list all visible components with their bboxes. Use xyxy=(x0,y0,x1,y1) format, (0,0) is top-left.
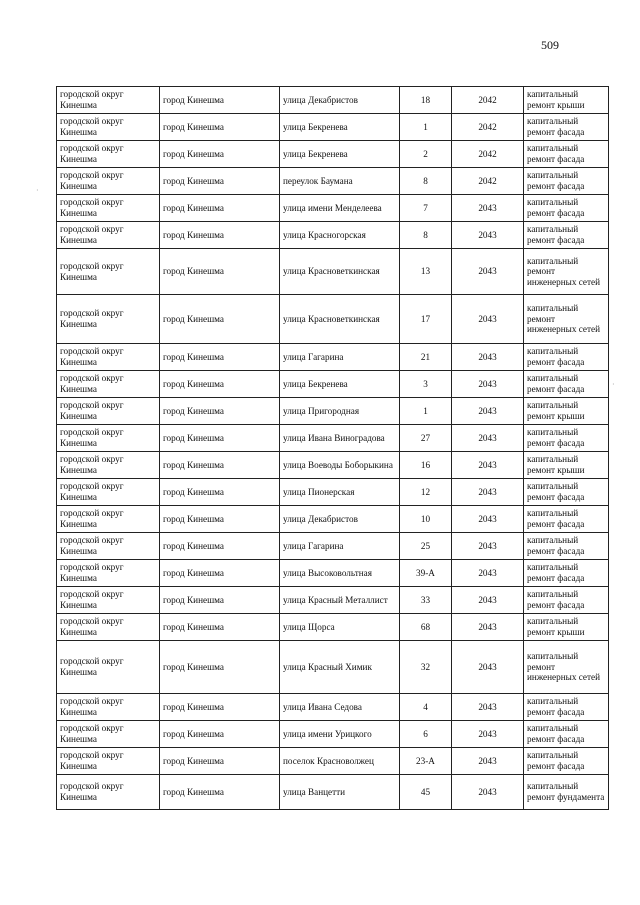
page-number: 509 xyxy=(541,38,559,52)
municipality-cell: городской округ Кинешма xyxy=(57,614,160,641)
work-type-cell: капитальный ремонт фасада xyxy=(524,694,609,721)
municipality-cell: городской округ Кинешма xyxy=(57,398,160,425)
work-type-cell: капитальный ремонт фасада xyxy=(524,114,609,141)
year-cell: 2043 xyxy=(452,452,524,479)
settlement-cell: город Кинешма xyxy=(160,195,280,222)
work-type-cell: капитальный ремонт крыши xyxy=(524,398,609,425)
year-cell: 2043 xyxy=(452,694,524,721)
house-number-cell: 25 xyxy=(400,533,452,560)
year-cell: 2043 xyxy=(452,425,524,452)
settlement-cell: город Кинешма xyxy=(160,398,280,425)
table-row xyxy=(57,141,609,168)
work-type-cell: капитальный ремонт фасада xyxy=(524,533,609,560)
settlement-cell: город Кинешма xyxy=(160,249,280,295)
settlement-cell: город Кинешма xyxy=(160,371,280,398)
settlement-cell: город Кинешма xyxy=(160,533,280,560)
settlement-cell: город Кинешма xyxy=(160,506,280,533)
work-type-cell: капитальный ремонт фасада xyxy=(524,721,609,748)
settlement-cell: город Кинешма xyxy=(160,641,280,694)
work-type-cell: капитальный ремонт фасада xyxy=(524,141,609,168)
table-row xyxy=(57,506,609,533)
street-cell: улица Ивана Виноградова xyxy=(280,425,400,452)
settlement-cell: город Кинешма xyxy=(160,114,280,141)
house-number-cell: 33 xyxy=(400,587,452,614)
year-cell: 2043 xyxy=(452,371,524,398)
table-row xyxy=(57,371,609,398)
street-cell: улица Красноветкинская xyxy=(280,295,400,344)
house-number-cell: 32 xyxy=(400,641,452,694)
settlement-cell: город Кинешма xyxy=(160,344,280,371)
house-number-cell: 4 xyxy=(400,694,452,721)
work-type-cell: капитальный ремонт фасада xyxy=(524,587,609,614)
table-row xyxy=(57,587,609,614)
work-type-cell: капитальный ремонт крыши xyxy=(524,87,609,114)
table-row xyxy=(57,425,609,452)
work-type-cell: капитальный ремонт фасада xyxy=(524,195,609,222)
scan-mark: · xyxy=(612,380,615,389)
settlement-cell: город Кинешма xyxy=(160,295,280,344)
table-row xyxy=(57,195,609,222)
municipality-cell: городской округ Кинешма xyxy=(57,748,160,775)
year-cell: 2043 xyxy=(452,721,524,748)
work-type-cell: капитальный ремонт фасада xyxy=(524,222,609,249)
work-type-cell: капитальный ремонт фундамента xyxy=(524,775,609,810)
municipality-cell: городской округ Кинешма xyxy=(57,222,160,249)
year-cell: 2043 xyxy=(452,775,524,810)
table-row xyxy=(57,114,609,141)
municipality-cell: городской округ Кинешма xyxy=(57,168,160,195)
table-row xyxy=(57,249,609,295)
work-type-cell: капитальный ремонт инженерных сетей xyxy=(524,641,609,694)
table-row xyxy=(57,222,609,249)
settlement-cell: город Кинешма xyxy=(160,87,280,114)
settlement-cell: город Кинешма xyxy=(160,479,280,506)
house-number-cell: 2 xyxy=(400,141,452,168)
street-cell: улица Ивана Седова xyxy=(280,694,400,721)
repair-schedule-table xyxy=(56,86,609,810)
settlement-cell: город Кинешма xyxy=(160,452,280,479)
settlement-cell: город Кинешма xyxy=(160,425,280,452)
work-type-cell: капитальный ремонт крыши xyxy=(524,614,609,641)
year-cell: 2043 xyxy=(452,344,524,371)
street-cell: улица Бекренева xyxy=(280,371,400,398)
municipality-cell: городской округ Кинешма xyxy=(57,141,160,168)
house-number-cell: 17 xyxy=(400,295,452,344)
table-row xyxy=(57,452,609,479)
year-cell: 2043 xyxy=(452,222,524,249)
house-number-cell: 6 xyxy=(400,721,452,748)
house-number-cell: 18 xyxy=(400,87,452,114)
settlement-cell: город Кинешма xyxy=(160,141,280,168)
street-cell: улица Пригородная xyxy=(280,398,400,425)
house-number-cell: 45 xyxy=(400,775,452,810)
settlement-cell: город Кинешма xyxy=(160,694,280,721)
year-cell: 2043 xyxy=(452,560,524,587)
street-cell: поселок Красноволжец xyxy=(280,748,400,775)
table-row xyxy=(57,748,609,775)
table-body xyxy=(57,87,609,810)
house-number-cell: 3 xyxy=(400,371,452,398)
table-row xyxy=(57,614,609,641)
street-cell: улица Декабристов xyxy=(280,87,400,114)
house-number-cell: 8 xyxy=(400,168,452,195)
municipality-cell: городской округ Кинешма xyxy=(57,295,160,344)
year-cell: 2043 xyxy=(452,614,524,641)
municipality-cell: городской округ Кинешма xyxy=(57,114,160,141)
work-type-cell: капитальный ремонт фасада xyxy=(524,425,609,452)
year-cell: 2043 xyxy=(452,641,524,694)
table-row xyxy=(57,721,609,748)
year-cell: 2043 xyxy=(452,533,524,560)
year-cell: 2043 xyxy=(452,479,524,506)
table-row xyxy=(57,344,609,371)
street-cell: улица Красный Металлист xyxy=(280,587,400,614)
work-type-cell: капитальный ремонт фасада xyxy=(524,168,609,195)
street-cell: улица Красногорская xyxy=(280,222,400,249)
year-cell: 2043 xyxy=(452,398,524,425)
table-row xyxy=(57,533,609,560)
table-row xyxy=(57,479,609,506)
work-type-cell: капитальный ремонт фасада xyxy=(524,560,609,587)
municipality-cell: городской округ Кинешма xyxy=(57,195,160,222)
year-cell: 2043 xyxy=(452,195,524,222)
house-number-cell: 7 xyxy=(400,195,452,222)
house-number-cell: 1 xyxy=(400,114,452,141)
house-number-cell: 13 xyxy=(400,249,452,295)
street-cell: улица Щорса xyxy=(280,614,400,641)
year-cell: 2043 xyxy=(452,506,524,533)
street-cell: улица Пионерская xyxy=(280,479,400,506)
street-cell: улица Бекренева xyxy=(280,141,400,168)
house-number-cell: 10 xyxy=(400,506,452,533)
settlement-cell: город Кинешма xyxy=(160,560,280,587)
house-number-cell: 16 xyxy=(400,452,452,479)
municipality-cell: городской округ Кинешма xyxy=(57,560,160,587)
street-cell: переулок Баумана xyxy=(280,168,400,195)
house-number-cell: 21 xyxy=(400,344,452,371)
municipality-cell: городской округ Кинешма xyxy=(57,694,160,721)
house-number-cell: 27 xyxy=(400,425,452,452)
year-cell: 2042 xyxy=(452,141,524,168)
table-row xyxy=(57,641,609,694)
municipality-cell: городской округ Кинешма xyxy=(57,641,160,694)
settlement-cell: город Кинешма xyxy=(160,587,280,614)
municipality-cell: городской округ Кинешма xyxy=(57,344,160,371)
work-type-cell: капитальный ремонт инженерных сетей xyxy=(524,249,609,295)
municipality-cell: городской округ Кинешма xyxy=(57,425,160,452)
year-cell: 2042 xyxy=(452,87,524,114)
year-cell: 2043 xyxy=(452,249,524,295)
street-cell: улица Красноветкинская xyxy=(280,249,400,295)
work-type-cell: капитальный ремонт фасада xyxy=(524,506,609,533)
municipality-cell: городской округ Кинешма xyxy=(57,87,160,114)
settlement-cell: город Кинешма xyxy=(160,721,280,748)
house-number-cell: 39-А xyxy=(400,560,452,587)
table-row xyxy=(57,87,609,114)
settlement-cell: город Кинешма xyxy=(160,748,280,775)
house-number-cell: 23-А xyxy=(400,748,452,775)
municipality-cell: городской округ Кинешма xyxy=(57,479,160,506)
municipality-cell: городской округ Кинешма xyxy=(57,249,160,295)
work-type-cell: капитальный ремонт фасада xyxy=(524,748,609,775)
street-cell: улица Гагарина xyxy=(280,533,400,560)
settlement-cell: город Кинешма xyxy=(160,775,280,810)
municipality-cell: городской округ Кинешма xyxy=(57,506,160,533)
year-cell: 2042 xyxy=(452,168,524,195)
work-type-cell: капитальный ремонт фасада xyxy=(524,344,609,371)
street-cell: улица Ванцетти xyxy=(280,775,400,810)
table-row xyxy=(57,775,609,810)
settlement-cell: город Кинешма xyxy=(160,222,280,249)
table-row xyxy=(57,168,609,195)
house-number-cell: 1 xyxy=(400,398,452,425)
year-cell: 2043 xyxy=(452,587,524,614)
municipality-cell: городской округ Кинешма xyxy=(57,775,160,810)
work-type-cell: капитальный ремонт фасада xyxy=(524,371,609,398)
street-cell: улица Бекренева xyxy=(280,114,400,141)
municipality-cell: городской округ Кинешма xyxy=(57,452,160,479)
house-number-cell: 12 xyxy=(400,479,452,506)
settlement-cell: город Кинешма xyxy=(160,614,280,641)
house-number-cell: 8 xyxy=(400,222,452,249)
year-cell: 2043 xyxy=(452,295,524,344)
table-row xyxy=(57,694,609,721)
street-cell: улица Гагарина xyxy=(280,344,400,371)
settlement-cell: город Кинешма xyxy=(160,168,280,195)
street-cell: улица имени Урицкого xyxy=(280,721,400,748)
house-number-cell: 68 xyxy=(400,614,452,641)
municipality-cell: городской округ Кинешма xyxy=(57,371,160,398)
scan-mark: · xyxy=(36,186,39,195)
table-row xyxy=(57,398,609,425)
street-cell: улица имени Менделеева xyxy=(280,195,400,222)
street-cell: улица Воеводы Боборыкина xyxy=(280,452,400,479)
street-cell: улица Декабристов xyxy=(280,506,400,533)
municipality-cell: городской округ Кинешма xyxy=(57,587,160,614)
street-cell: улица Высоковольтная xyxy=(280,560,400,587)
table-row xyxy=(57,295,609,344)
table-row xyxy=(57,560,609,587)
year-cell: 2042 xyxy=(452,114,524,141)
municipality-cell: городской округ Кинешма xyxy=(57,721,160,748)
work-type-cell: капитальный ремонт фасада xyxy=(524,479,609,506)
work-type-cell: капитальный ремонт крыши xyxy=(524,452,609,479)
work-type-cell: капитальный ремонт инженерных сетей xyxy=(524,295,609,344)
street-cell: улица Красный Химик xyxy=(280,641,400,694)
year-cell: 2043 xyxy=(452,748,524,775)
municipality-cell: городской округ Кинешма xyxy=(57,533,160,560)
